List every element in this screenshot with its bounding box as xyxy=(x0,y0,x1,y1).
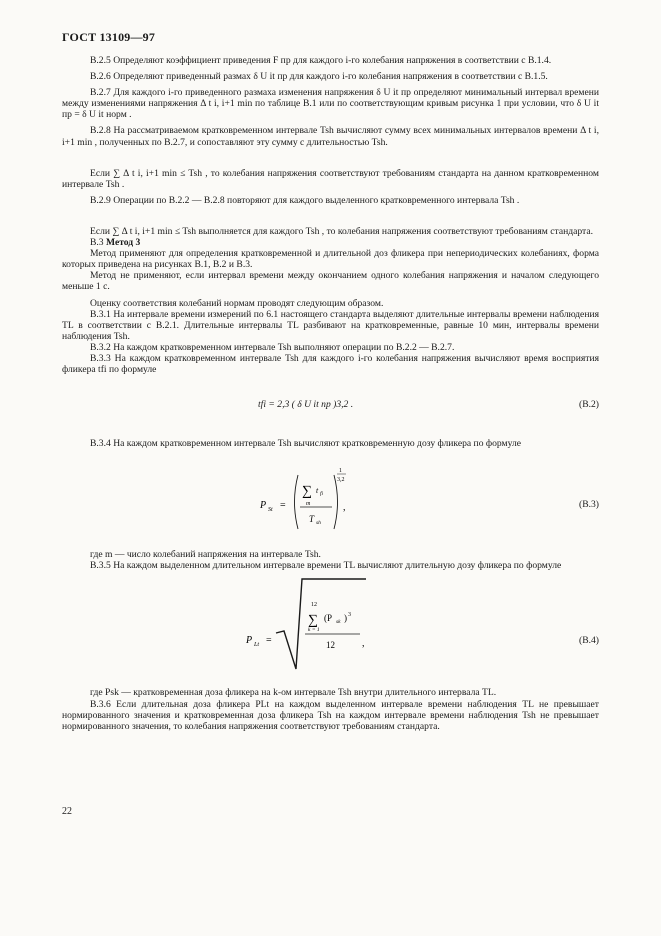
where-psk: где Psk — кратковременная доза фликера на k-ом интервале Tsh внутри длительного интервала TL. xyxy=(90,687,497,699)
left-paren xyxy=(295,475,299,529)
sum-sign: ∑ xyxy=(308,613,318,629)
sum-index: m xyxy=(306,501,311,508)
sum-upper: 12 xyxy=(311,602,317,609)
paragraph-b25: В.2.5 Определяют коэффициент приведения F пр для каждого i-го колебания напряжения в соответствии с В.1.4. xyxy=(90,55,552,66)
section-title: Метод 3 xyxy=(106,237,141,249)
formula-denominator: T xyxy=(309,514,315,525)
equation-b4 xyxy=(62,573,599,673)
formula-equals: = xyxy=(280,500,286,512)
page-number: 22 xyxy=(62,806,72,817)
paragraph-b27: В.2.7 Для каждого i-го приведенного размаха изменения напряжения δ U it пр определяют минимальный интервал времени между изменениями напряжения Δ t i, i+1 min по таблице В.1 или по соответствующим кривым рисунка 1 при условии, что δ U it пр = δ U it норм . xyxy=(62,87,599,121)
sum-sign: ∑ xyxy=(302,484,312,500)
formula-comma: , xyxy=(343,502,346,514)
paragraph-b3-p1: Метод применяют для определения кратковременной и длительной доз фликера при непериодических колебаниях, форма которых приведена на рисунках В.1, В.2 и В.3. xyxy=(62,248,599,271)
formula-lhs: P xyxy=(260,500,267,512)
formula-comma: , xyxy=(362,638,365,650)
psk-power: 3 xyxy=(348,612,351,619)
equation-number: (В.2) xyxy=(579,399,599,411)
formula-denominator-sub: sh xyxy=(316,520,321,527)
paragraph-b3-p3: Оценку соответствия колебаний нормам проводят следующим образом. xyxy=(90,297,384,309)
formula-lhs: P xyxy=(246,635,253,647)
equation-b2 xyxy=(62,383,599,433)
formula-lhs-sub: Lt xyxy=(254,642,260,649)
paragraph-b29: В.2.9 Операции по В.2.2 — В.2.8 повторяют для каждого выделенного кратковременного интервала Tsh . xyxy=(90,194,520,206)
formula-denominator: 12 xyxy=(326,640,335,651)
condition-2: Если ∑ Δ t i, i+1 min ≤ Tsh выполняется для каждого Tsh , то колебания напряжения соответствуют требованиям стандарта. xyxy=(90,225,594,237)
equation-number: (В.3) xyxy=(579,499,599,511)
right-paren xyxy=(334,475,338,529)
paragraph-b32: В.3.2 На каждом кратковременном интервале Tsh выполняют операции по В.2.2 — В.2.7. xyxy=(90,341,455,353)
psk-sub: sk xyxy=(336,619,341,626)
section-number: В.3 xyxy=(90,237,104,249)
paragraph-b28: В.2.8 На рассматриваемом кратковременном интервале Tsh вычисляют сумму всех минимальных интервалов времени Δ t i, i+1 min , полученных по В.2.7, и сопоставляют эту сумму с длительностью Tsh. xyxy=(62,125,599,148)
psk-close: ) xyxy=(344,613,347,624)
psk-term: (P xyxy=(324,613,333,624)
formula-equals: = xyxy=(266,635,272,647)
formula-b4-drawing xyxy=(62,573,599,673)
exponent-numerator: 1 xyxy=(339,468,342,475)
paragraph-b36: В.3.6 Если длительная доза фликера PLt на каждом выделенном интервале времени наблюдения TL не превышает нормированного значения и кратковременная доза фликера Tsh на каждом интервале времени наблюдения Tsh не превышает нормированного значения, то колебания напряжения соответствуют требованиям стандарта. xyxy=(62,698,599,732)
exponent-denominator: 3,2 xyxy=(337,477,345,484)
paragraph-b26: В.2.6 Определяют приведенный размах δ U it пр для каждого i-го колебания напряжения в соответствии с В.1.5. xyxy=(90,71,548,83)
formula-t-sub: fi xyxy=(320,491,324,498)
radical-sign xyxy=(276,579,366,669)
formula-t: t xyxy=(316,486,319,496)
equation-number: (В.4) xyxy=(579,635,599,647)
sum-lower: k = 1 xyxy=(308,627,320,634)
paragraph-b34: В.3.4 На каждом кратковременном интервале Tsh вычисляют кратковременную дозу фликера по формуле xyxy=(90,438,522,450)
formula-b3-drawing xyxy=(62,455,599,535)
standard-header: ГОСТ 13109—97 xyxy=(62,30,156,44)
formula-lhs-sub: St xyxy=(268,507,273,514)
paragraph-b35: В.3.5 На каждом выделенном длительном интервале времени TL вычисляют длительную дозу фликера по формуле xyxy=(90,560,562,572)
equation-b3 xyxy=(62,455,599,535)
paragraph-b3-p2: Метод не применяют, если интервал времени между окончанием одного колебания напряжения и началом следующего меньше 1 с. xyxy=(62,270,599,293)
section-b3-heading xyxy=(62,237,599,248)
paragraph-b33: В.3.3 На каждом кратковременном интервале Tsh для каждого i-го колебания напряжения вычисляют время восприятия фликера tfi по формуле xyxy=(62,352,599,376)
where-m: где m — число колебаний напряжения на интервале Tsh. xyxy=(90,549,321,561)
document-body xyxy=(62,55,599,732)
equation-expression: tfi = 2,3 ( δ U it пр )3,2 . xyxy=(258,399,354,411)
paragraph-b31: В.3.1 На интервале времени измерений по 6.1 настоящего стандарта выделяют длительные интервалы времени наблюдения TL в соответствии с В.2.1. Длительные интервалы TL разбивают на кратковременные, равные 10 мин, интервалы времени наблюдения Tsh. xyxy=(62,308,599,342)
condition-1: Если ∑ Δ t i, i+1 min ≤ Tsh , то колебания напряжения соответствуют требованиям стандарта на данном кратковременном интервале Tsh . xyxy=(62,167,599,190)
